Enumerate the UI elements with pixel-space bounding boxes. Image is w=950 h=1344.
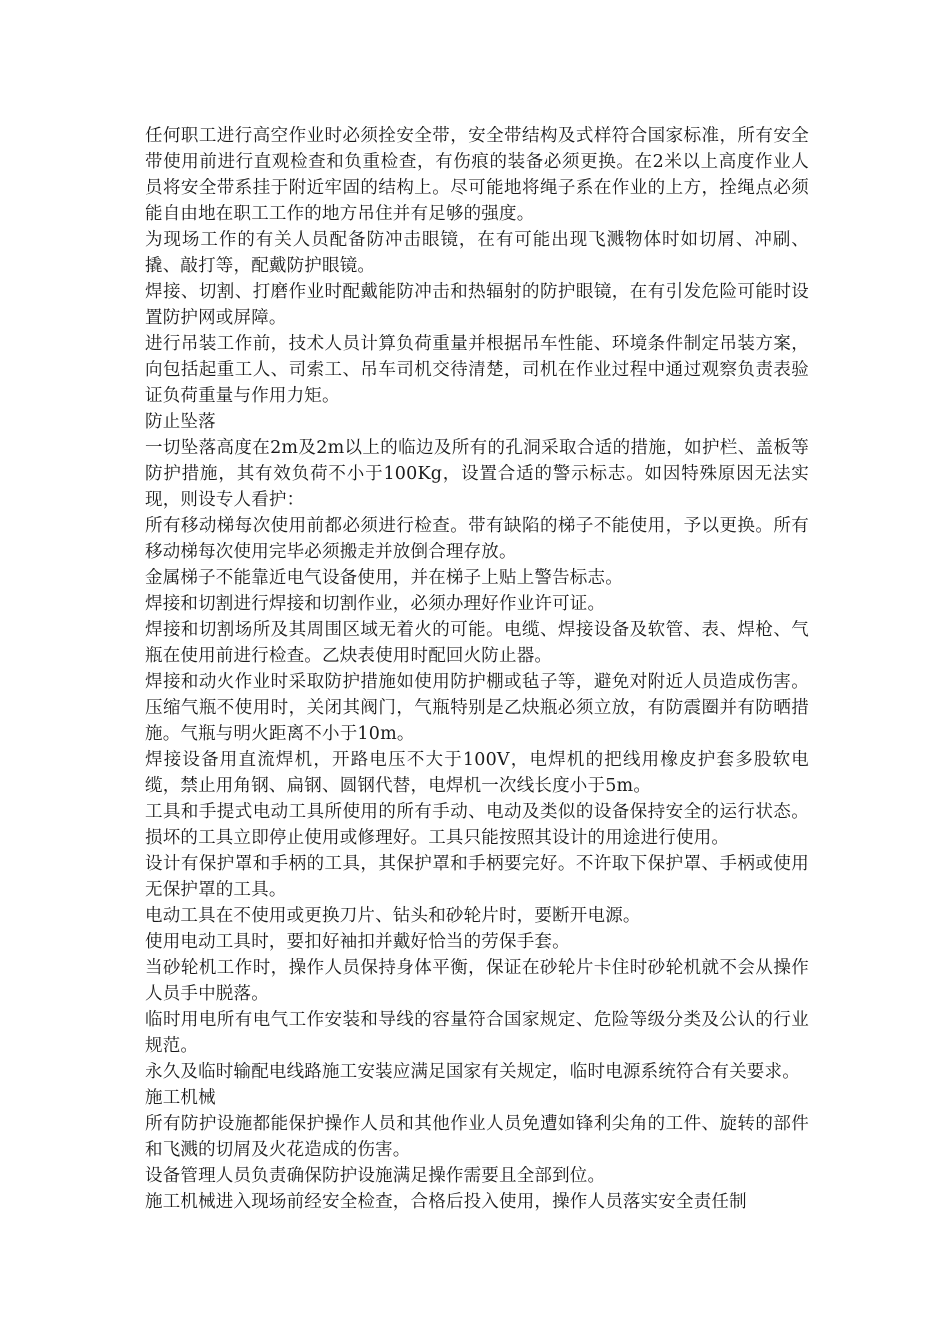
paragraph-metal-ladder: 金属梯子不能靠近电气设备使用，并在梯子上贴上警告标志。: [145, 568, 623, 588]
paragraph-tools: 工具和手提式电动工具所使用的所有手动、电动及类似的设备保持安全的运行状态。损坏的工具立即停止使用或修理好。工具只能按照其设计的用途进行使用。: [145, 802, 809, 848]
section-heading-fall-prevention: 防止坠落: [145, 412, 216, 432]
paragraph-tool-guards: 设计有保护罩和手柄的工具，其保护罩和手柄要完好。不许取下保护罩、手柄或使用无保护罩的工具。: [145, 854, 809, 900]
paragraph-ladder-inspection: 所有移动梯每次使用前都必须进行检查。带有缺陷的梯子不能使用，予以更换。所有移动梯每次使用完毕必须搬走并放倒合理存放。: [145, 516, 809, 562]
paragraph-lifting-plan: 进行吊装工作前，技术人员计算负荷重量并根据吊车性能、环境条件制定吊装方案，向包括起重工人、司索工、吊车司机交待清楚，司机在作业过程中通过观察负责表验证负荷重量与作用力矩。: [145, 334, 809, 406]
paragraph-gloves: 使用电动工具时，要扣好袖扣并戴好恰当的劳保手套。: [145, 932, 570, 952]
paragraph-protective-devices: 所有防护设施都能保护操作人员和其他作业人员免遭如锋利尖角的工件、旋转的部件和飞溅的切屑及火花造成的伤害。: [145, 1114, 809, 1160]
paragraph-power-off: 电动工具在不使用或更换刀片、钻头和砂轮片时，要断开电源。: [145, 906, 641, 926]
paragraph-edge-protection: 一切坠落高度在2m及2m以上的临边及所有的孔洞采取合适的措施，如护栏、盖板等防护措施，其有效负荷不小于100Kg，设置合适的警示标志。如因特殊原因无法实现，则设专人看护：: [145, 438, 809, 510]
document-body: [145, 123, 809, 1215]
paragraph-welding-permit: 焊接和切割进行焊接和切割作业，必须办理好作业许可证。: [145, 594, 606, 614]
paragraph-temporary-power: 临时用电所有电气工作安装和导线的容量符合国家规定、危险等级分类及公认的行业规范。: [145, 1010, 809, 1056]
paragraph-welding-equipment: 焊接设备用直流焊机，开路电压不大于100V，电焊机的把线用橡皮护套多股软电缆，禁止用角钢、扁钢、圆钢代替，电焊机一次线长度小于5m。: [145, 750, 809, 796]
paragraph-grinder: 当砂轮机工作时，操作人员保持身体平衡，保证在砂轮片卡住时砂轮机就不会从操作人员手中脱落。: [145, 958, 809, 1004]
paragraph-equipment-manager: 设备管理人员负责确保防护设施满足操作需要且全部到位。: [145, 1166, 606, 1186]
paragraph-hot-work: 焊接和动火作业时采取防护措施如使用防护棚或毡子等，避免对附近人员造成伤害。压缩气瓶不使用时，关闭其阀门，气瓶特别是乙炔瓶必须立放，有防震圈并有防晒措施。气瓶与明火距离不小于10m。: [145, 672, 809, 744]
paragraph-machinery-inspection: 施工机械进入现场前经安全检查，合格后投入使用，操作人员落实安全责任制: [145, 1192, 747, 1212]
paragraph-impact-goggles: 为现场工作的有关人员配备防冲击眼镜，在有可能出现飞溅物体时如切屑、冲刷、撬、敲打等，配戴防护眼镜。: [145, 230, 809, 276]
paragraph-power-lines: 永久及临时输配电线路施工安装应满足国家有关规定，临时电源系统符合有关要求。: [145, 1062, 800, 1082]
section-heading-construction-machinery: 施工机械: [145, 1088, 216, 1108]
paragraph-welding-area: 焊接和切割场所及其周围区域无着火的可能。电缆、焊接设备及软管、表、焊枪、气瓶在使用前进行检查。乙炔表使用时配回火防止器。: [145, 620, 809, 666]
paragraph-safety-belt: 任何职工进行高空作业时必须拴安全带，安全带结构及式样符合国家标准，所有安全带使用前进行直观检查和负重检查，有伤痕的装备必须更换。在2米以上高度作业人员将安全带系挂于附近牢固的结构上。尽可能地将绳子系在作业的上方，拴绳点必须能自由地在职工工作的地方吊住并有足够的强度。: [145, 126, 809, 224]
paragraph-welding-goggles: 焊接、切割、打磨作业时配戴能防冲击和热辐射的防护眼镜，在有引发危险可能时设置防护网或屏障。: [145, 282, 809, 328]
